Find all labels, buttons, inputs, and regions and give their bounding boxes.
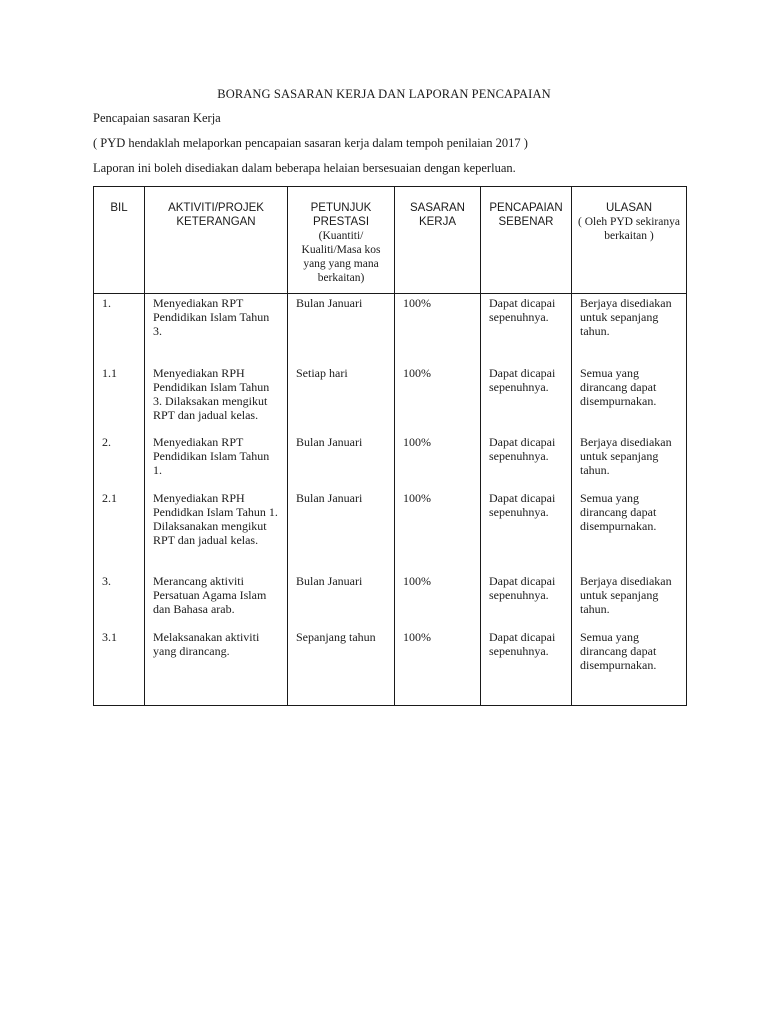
cell-aktiviti: Melaksanakan aktiviti yang dirancang.	[145, 628, 288, 706]
cell-pencapaian: Dapat dicapai sepenuhnya.	[481, 364, 572, 433]
cell-pencapaian: Dapat dicapai sepenuhnya.	[481, 489, 572, 572]
document-note: Laporan ini boleh disediakan dalam beberapa helaian bersesuaian dengan keperluan.	[93, 161, 516, 175]
cell-sasaran: 100%	[395, 489, 481, 572]
header-petunjuk: PETUNJUK PRESTASI (Kuantiti/ Kualiti/Masa kos yang yang mana berkaitan)	[288, 187, 395, 294]
document-subtitle: Pencapaian sasaran Kerja	[93, 111, 221, 125]
cell-ulasan: Berjaya disediakan untuk sepanjang tahun.	[572, 294, 687, 364]
cell-bil: 3.1	[94, 628, 145, 706]
cell-bil: 3.	[94, 572, 145, 628]
cell-sasaran: 100%	[395, 294, 481, 364]
cell-petunjuk: Bulan Januari	[288, 489, 395, 572]
cell-petunjuk: Bulan Januari	[288, 572, 395, 628]
table-row	[94, 572, 687, 628]
cell-aktiviti: Menyediakan RPH Pendidikan Islam Tahun 3. Dilaksakan mengikut RPT dan jadual kelas.	[145, 364, 288, 433]
table-row	[94, 628, 687, 706]
cell-aktiviti: Menyediakan RPT Pendidikan Islam Tahun 3.	[145, 294, 288, 364]
table-row	[94, 433, 687, 489]
header-pencapaian: PENCAPAIAN SEBENAR	[481, 187, 572, 294]
cell-aktiviti: Menyediakan RPT Pendidikan Islam Tahun 1.	[145, 433, 288, 489]
cell-bil: 2.	[94, 433, 145, 489]
header-ulasan-sub: ( Oleh PYD sekiranya berkaitan )	[578, 216, 680, 242]
cell-petunjuk: Setiap hari	[288, 364, 395, 433]
cell-bil: 1.	[94, 294, 145, 364]
table-row	[94, 364, 687, 433]
report-table	[93, 186, 687, 706]
cell-ulasan: Semua yang dirancang dapat disempurnakan.	[572, 364, 687, 433]
table-row	[94, 489, 687, 572]
cell-pencapaian: Dapat dicapai sepenuhnya.	[481, 433, 572, 489]
cell-sasaran: 100%	[395, 364, 481, 433]
cell-bil: 1.1	[94, 364, 145, 433]
cell-petunjuk: Bulan Januari	[288, 294, 395, 364]
cell-petunjuk: Sepanjang tahun	[288, 628, 395, 706]
header-aktiviti: AKTIVITI/PROJEK KETERANGAN	[145, 187, 288, 294]
cell-sasaran: 100%	[395, 628, 481, 706]
header-ulasan: ULASAN ( Oleh PYD sekiranya berkaitan )	[572, 187, 687, 294]
header-sasaran: SASARAN KERJA	[395, 187, 481, 294]
cell-ulasan: Semua yang dirancang dapat disempurnakan.	[572, 489, 687, 572]
table-header-row	[94, 187, 687, 294]
cell-aktiviti: Menyediakan RPH Pendidkan Islam Tahun 1. Dilaksanakan mengikut RPT dan jadual kelas.	[145, 489, 288, 572]
cell-sasaran: 100%	[395, 433, 481, 489]
header-bil: BIL	[94, 187, 145, 294]
cell-ulasan: Berjaya disediakan untuk sepanjang tahun.	[572, 572, 687, 628]
cell-aktiviti: Merancang aktiviti Persatuan Agama Islam dan Bahasa arab.	[145, 572, 288, 628]
cell-bil: 2.1	[94, 489, 145, 572]
cell-pencapaian: Dapat dicapai sepenuhnya.	[481, 628, 572, 706]
cell-ulasan: Berjaya disediakan untuk sepanjang tahun.	[572, 433, 687, 489]
cell-ulasan: Semua yang dirancang dapat disempurnakan.	[572, 628, 687, 706]
document-instruction: ( PYD hendaklah melaporkan pencapaian sasaran kerja dalam tempoh penilaian 2017 )	[93, 136, 528, 150]
cell-pencapaian: Dapat dicapai sepenuhnya.	[481, 572, 572, 628]
cell-petunjuk: Bulan Januari	[288, 433, 395, 489]
header-petunjuk-sub: (Kuantiti/ Kualiti/Masa kos yang yang mana berkaitan)	[301, 230, 381, 284]
table-row	[94, 294, 687, 364]
cell-sasaran: 100%	[395, 572, 481, 628]
cell-pencapaian: Dapat dicapai sepenuhnya.	[481, 294, 572, 364]
document-title: BORANG SASARAN KERJA DAN LAPORAN PENCAPAIAN	[217, 87, 551, 101]
